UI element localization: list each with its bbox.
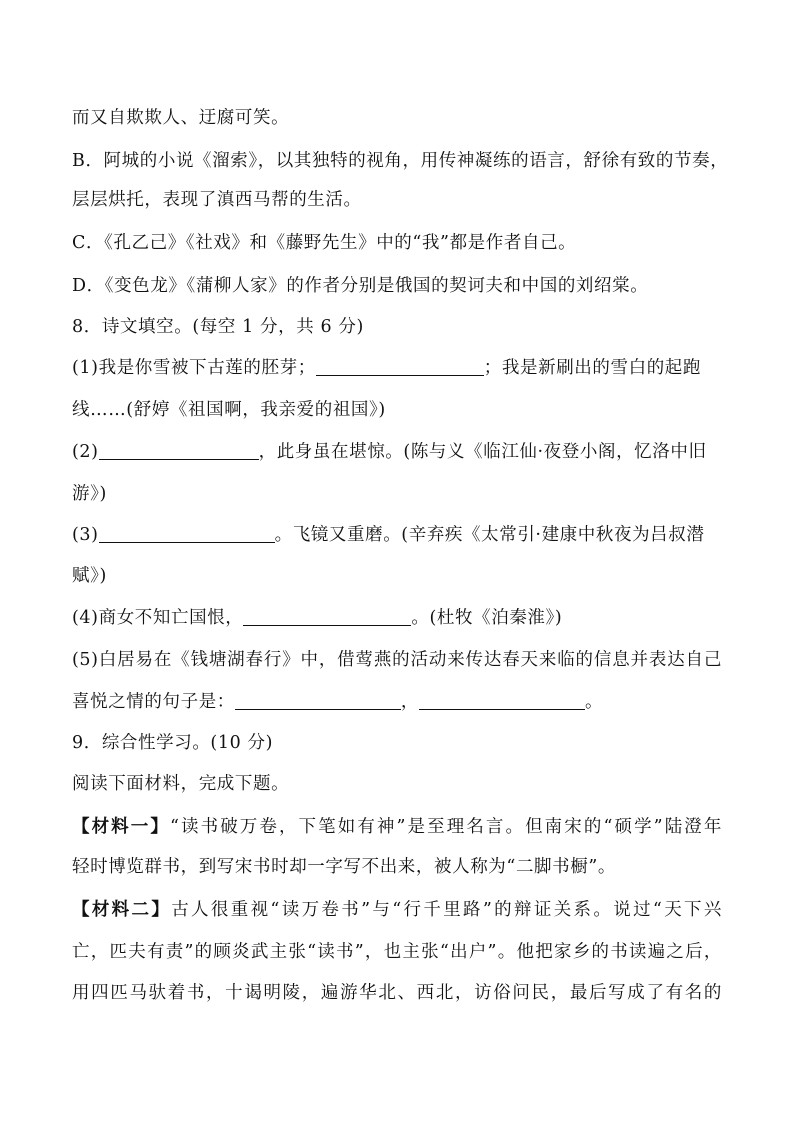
text-line bbox=[72, 855, 722, 879]
line-text: 。 bbox=[585, 692, 604, 712]
text-line bbox=[72, 188, 722, 212]
option-b-line bbox=[72, 149, 729, 173]
text-line bbox=[72, 398, 722, 422]
answer-blank[interactable] bbox=[316, 357, 484, 376]
line-text: (4)商女不知亡国恨， bbox=[72, 608, 244, 628]
line-text: 轻时博览群书，到写宋书时却一字写不出来，被人称为“二脚书橱”。 bbox=[72, 857, 616, 877]
text-line bbox=[72, 690, 722, 714]
line-text: 赋》) bbox=[72, 566, 107, 586]
line-text: 游》) bbox=[72, 484, 107, 504]
fill-item-3 bbox=[72, 523, 722, 547]
line-text: D．《变色龙》《蒲柳人家》的作者分别是俄国的契诃夫和中国的刘绍棠。 bbox=[72, 276, 649, 296]
line-text: “读书破万卷，下笔如有神”是至理名言。但南宋的“硕学”陆澄年 bbox=[169, 817, 722, 837]
line-text: (2) bbox=[72, 442, 99, 462]
line-text: ；我是新刷出的雪白的起跑 bbox=[483, 358, 701, 378]
line-text: 层层烘托，表现了滇西马帮的生活。 bbox=[72, 190, 362, 210]
line-text: 亡，匹夫有责”的顾炎武主张“读书”，也主张“出户”。他把家乡的书读遍之后， bbox=[72, 942, 722, 962]
line-text: 喜悦之情的句子是： bbox=[72, 692, 235, 712]
material-label: 【材料一】 bbox=[72, 817, 170, 837]
line-text: ， bbox=[400, 692, 420, 712]
line-text: 阅读下面材料，完成下题。 bbox=[72, 774, 290, 794]
fill-item-1 bbox=[72, 356, 722, 380]
line-text: C．《孔乙己》《社戏》和《藤野先生》中的“我”都是作者自己。 bbox=[72, 233, 577, 253]
question-9-heading bbox=[72, 731, 722, 755]
line-text: 9．综合性学习。(10 分) bbox=[72, 733, 274, 753]
text-line bbox=[72, 981, 722, 1005]
text-line bbox=[72, 564, 722, 588]
line-text: 古人很重视“读万卷书”与“行千里路”的辩证关系。说过“天下兴 bbox=[171, 900, 722, 920]
answer-blank[interactable] bbox=[419, 691, 585, 710]
text-line bbox=[72, 106, 722, 130]
line-text: 。(杜牧《泊秦淮》) bbox=[411, 608, 563, 628]
line-text: B．阿城的小说《溜索》，以其独特的视角，用传神凝练的语言，舒徐有致的节奏， bbox=[72, 151, 729, 171]
answer-blank[interactable] bbox=[235, 691, 401, 710]
line-text: (5)白居易在《钱塘湖春行》中，借莺燕的活动来传达春天来临的信息并表达自己 bbox=[72, 650, 722, 670]
line-text: ，此身虽在堪惊。(陈与义《临江仙·夜登小阁，忆洛中旧 bbox=[258, 442, 707, 462]
option-c-line bbox=[72, 231, 722, 255]
fill-item-4 bbox=[72, 606, 722, 630]
text-line bbox=[72, 482, 722, 506]
line-text: 用四匹马驮着书，十谒明陵，遍游华北、西北，访俗问民，最后写成了有名的 bbox=[72, 983, 722, 1003]
material-label: 【材料二】 bbox=[72, 900, 172, 920]
answer-blank[interactable] bbox=[243, 607, 411, 626]
fill-item-2 bbox=[72, 440, 722, 464]
line-text: (1)我是你雪被下古莲的胚芽； bbox=[72, 358, 316, 378]
fill-item-5 bbox=[72, 648, 722, 672]
text-line bbox=[72, 940, 722, 964]
answer-blank[interactable] bbox=[99, 524, 275, 543]
material-1-line bbox=[72, 815, 722, 839]
option-d-line bbox=[72, 274, 722, 298]
line-text: 8．诗文填空。(每空 1 分，共 6 分) bbox=[72, 317, 364, 337]
answer-blank[interactable] bbox=[99, 441, 259, 460]
line-text: 。飞镜又重磨。(辛弃疾《太常引·建康中秋夜为吕叔潜 bbox=[274, 525, 705, 545]
instruction-line bbox=[72, 772, 722, 796]
line-text: 而又自欺欺人、迂腐可笑。 bbox=[72, 108, 290, 128]
line-text: 线……(舒婷《祖国啊，我亲爱的祖国》) bbox=[72, 400, 386, 420]
question-8-heading bbox=[72, 315, 722, 339]
line-text: (3) bbox=[72, 525, 99, 545]
material-2-line bbox=[72, 898, 722, 922]
